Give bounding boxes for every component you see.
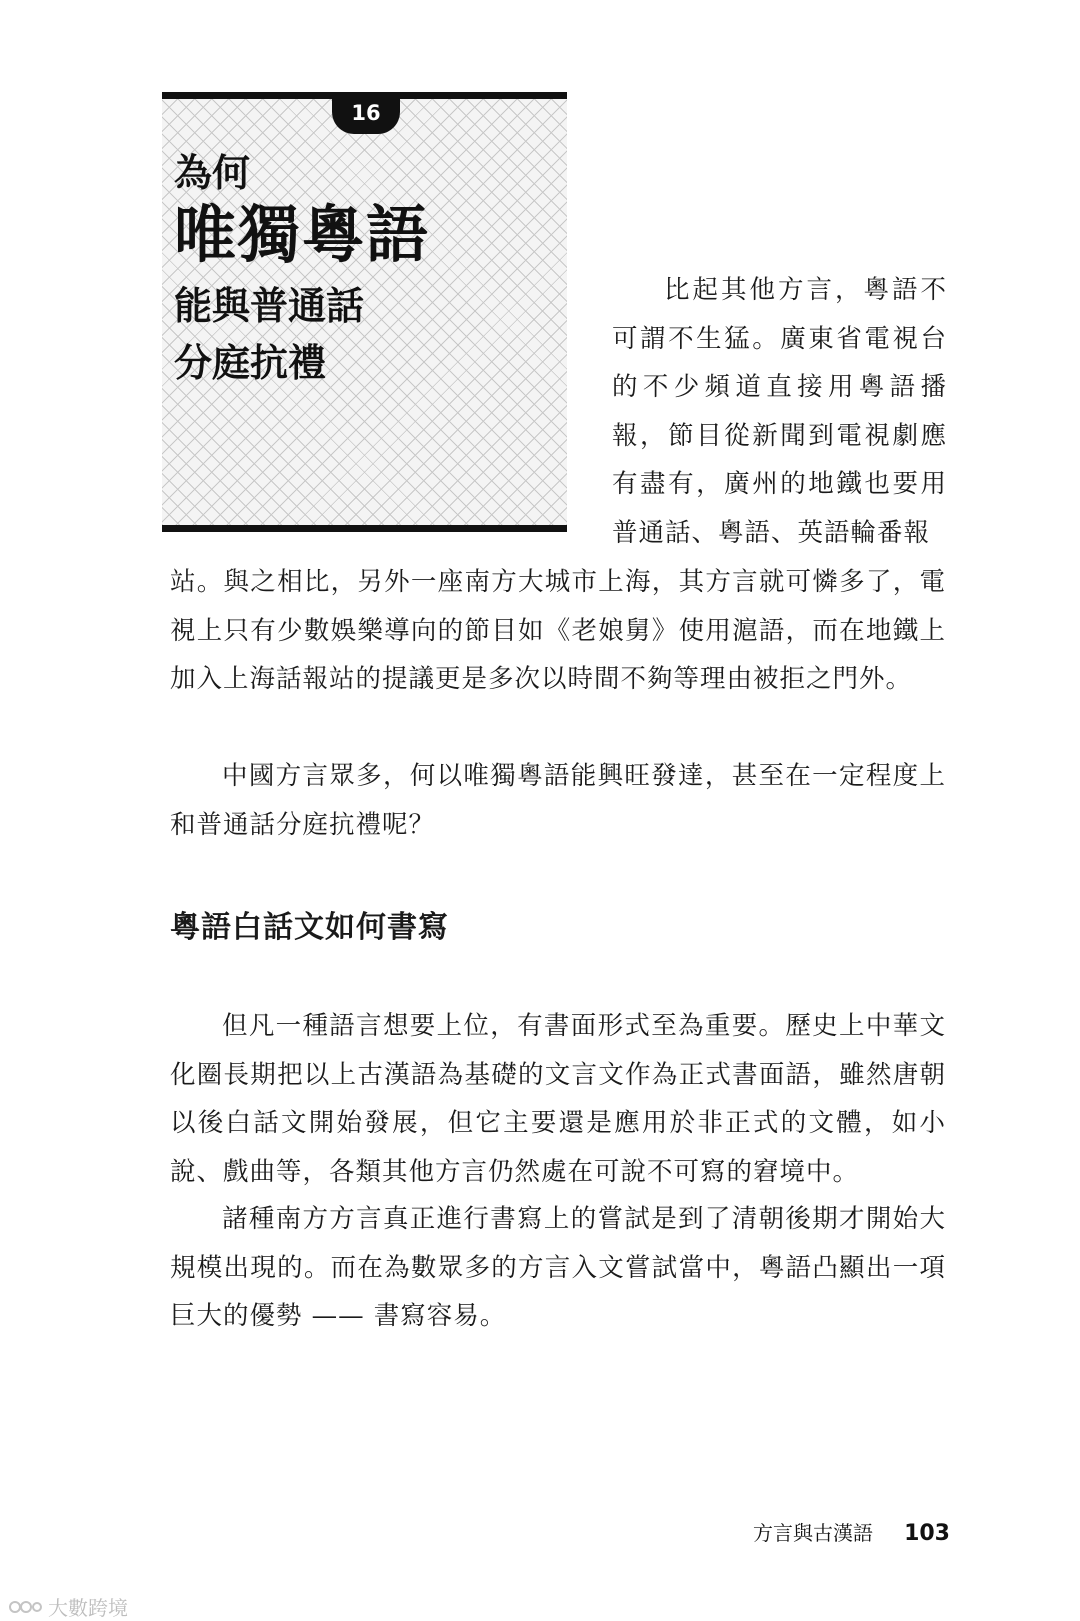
page-number: 103 bbox=[904, 1521, 950, 1546]
section-heading: 粵語白話文如何書寫 bbox=[170, 910, 449, 945]
chapter-title bbox=[174, 152, 430, 392]
running-book-title: 方言與古漢語 bbox=[752, 1521, 873, 1545]
chapter-number-badge: 16 bbox=[332, 92, 400, 134]
paragraph-1-side: 比起其他方言，粵語不可謂不生猛。廣東省電視台的不少頻道直接用粵語播報，節目從新聞到電視劇應有盡有，廣州的地鐵也要用普通話、粵語、英語輪番報 bbox=[612, 275, 947, 548]
watermark bbox=[8, 1592, 128, 1621]
chapter-title-box bbox=[162, 92, 567, 532]
paragraph-2: 中國方言眾多，何以唯獨粵語能興旺發達，甚至在一定程度上和普通話分庭抗禮呢？ bbox=[170, 761, 946, 840]
chapter-title-line-3: 能與普通話 bbox=[174, 284, 365, 329]
watermark-logo-icon bbox=[8, 1596, 42, 1618]
chapter-title-line-1: 為何 bbox=[174, 151, 251, 195]
page-footer bbox=[753, 1517, 950, 1546]
paragraph-3: 但凡一種語言想要上位，有書面形式至為重要。歷史上中華文化圈長期把以上古漢語為基礎的文言文作為正式書面語，雖然唐朝以後白話文開始發展，但它主要還是應用於非正式的文體，如小說、戲曲等，各類其他方言仍然處在可說不可寫的窘境中。 bbox=[170, 1011, 946, 1187]
chapter-title-line-4: 分庭抗禮 bbox=[174, 341, 327, 386]
paragraph-1-continued: 站。與之相比，另外一座南方大城市上海，其方言就可憐多了，電視上只有少數娛樂導向的節目如《老娘舅》使用滬語，而在地鐵上加入上海話報站的提議更是多次以時間不夠等理由被拒之門外。 bbox=[170, 567, 946, 694]
paragraph-4: 諸種南方方言真正進行書寫上的嘗試是到了清朝後期才開始大規模出現的。而在為數眾多的方言入文嘗試當中，粵語凸顯出一項巨大的優勢 —— 書寫容易。 bbox=[170, 1204, 946, 1331]
watermark-text: 大數跨境 bbox=[48, 1596, 128, 1620]
chapter-title-line-2: 唯獨粵語 bbox=[174, 197, 431, 271]
title-bottom-rule bbox=[162, 525, 567, 532]
